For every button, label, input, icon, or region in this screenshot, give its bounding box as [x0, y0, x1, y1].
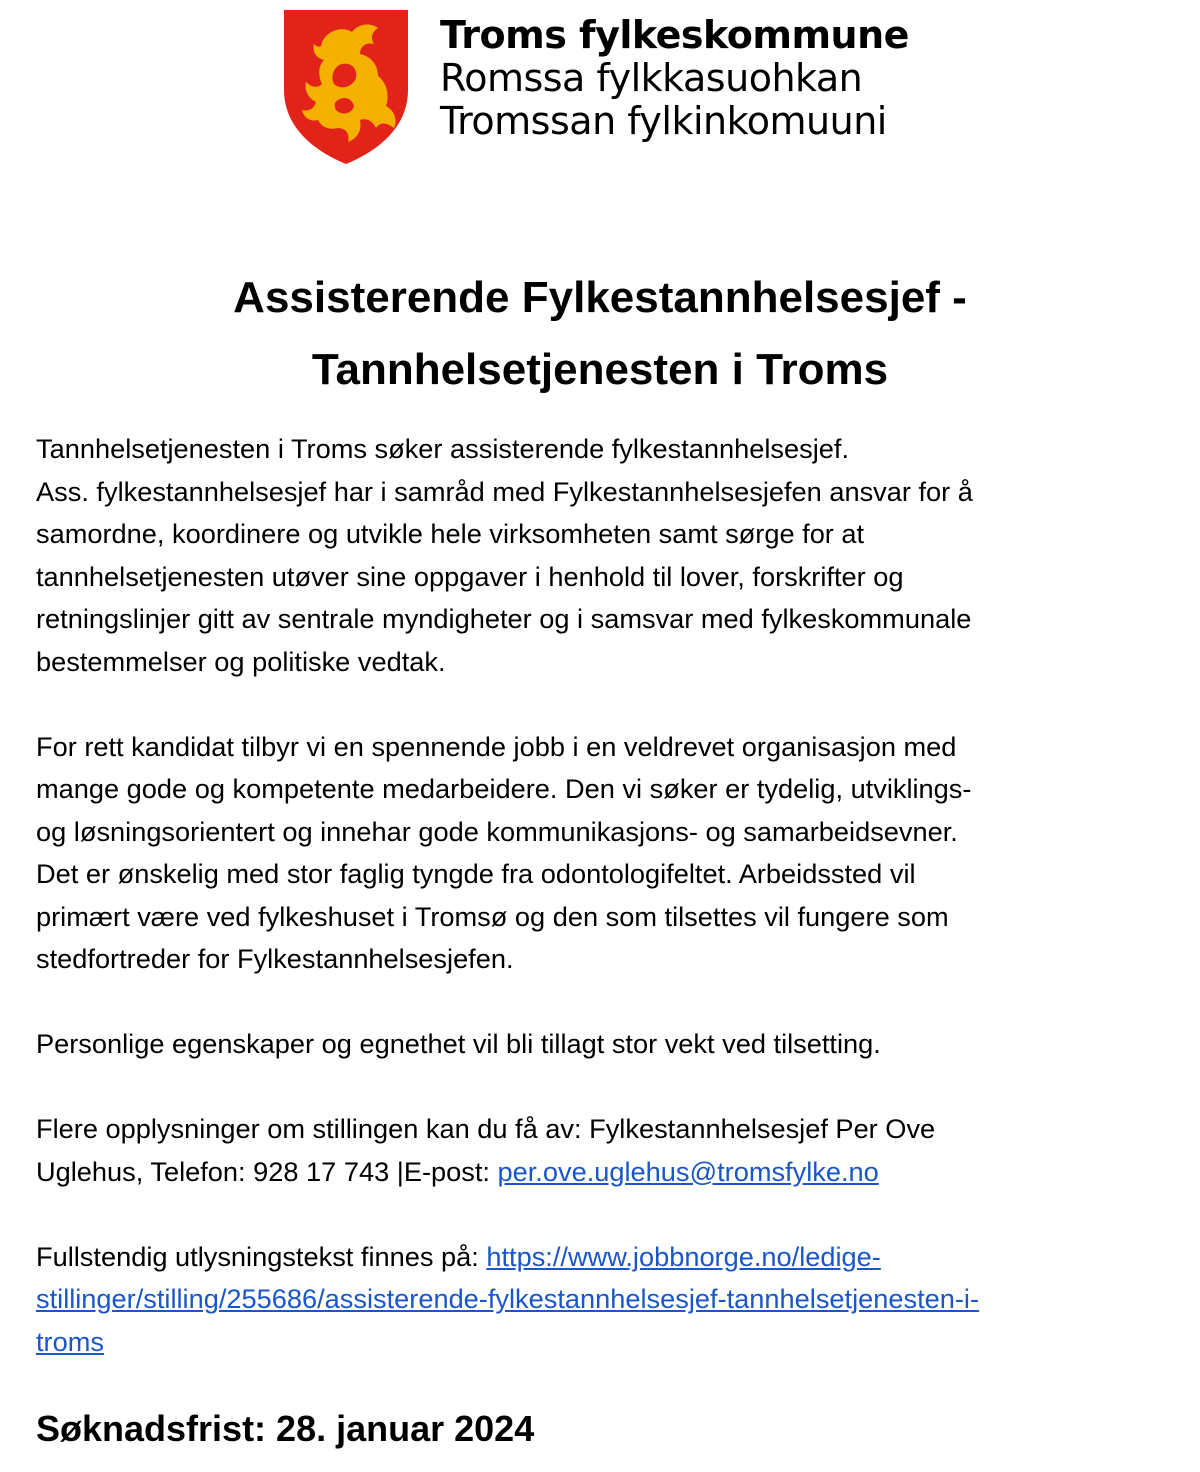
text-line: Det er ønskelig med stor faglig tyngde fra odontologifeltet. Arbeidssted vil — [36, 858, 916, 889]
text-line: og løsningsorientert og innehar gode kommunikasjons- og samarbeidsevner. — [36, 815, 958, 847]
job-listing-link-end[interactable]: troms — [36, 1325, 104, 1357]
letterhead — [282, 8, 982, 168]
email-link[interactable]: per.ove.uglehus@tromsfylke.no — [497, 1155, 879, 1187]
intro-paragraph — [36, 428, 1176, 683]
text-line: bestemmelser og politiske vedtak. — [36, 645, 446, 677]
contact-paragraph — [36, 1108, 1176, 1193]
troms-griffin-crest-icon — [282, 8, 410, 166]
text-line: Personlige egenskaper og egnethet vil bli tillagt stor vekt ved tilsetting. — [36, 1028, 881, 1059]
text-line: primært være ved fylkeshuset i Tromsø og den som tilsettes vil fungere som — [36, 900, 949, 932]
job-title — [0, 262, 1200, 406]
contact-line — [36, 1151, 1176, 1194]
org-name-kven: Tromssan fylkinkomuuni — [440, 99, 887, 143]
application-deadline: Søknadsfrist: 28. januar 2024 — [36, 1408, 535, 1449]
job-title-line-1: Assisterende Fylkestannhelsesjef - — [233, 273, 967, 322]
contact-phone-text: Uglehus, Telefon: 928 17 743 |E-post: — [36, 1155, 498, 1187]
text-line: For rett kandidat tilbyr vi en spennende jobb i en veldrevet organisasjon med — [36, 730, 957, 762]
offer-paragraph — [36, 726, 1176, 981]
org-name-sami: Romssa fylkkasuohkan — [440, 56, 863, 100]
job-description — [36, 428, 1176, 1363]
job-title-line-2: Tannhelsetjenesten i Troms — [311, 345, 889, 394]
full-text-line — [36, 1321, 1176, 1364]
text-line: mange gode og kompetente medarbeidere. Den vi søker er tydelig, utviklings- — [36, 773, 972, 804]
organization-names — [440, 14, 909, 143]
text-line: tannhelsetjenesten utøver sine oppgaver i henhold til lover, forskrifter og — [36, 560, 904, 592]
job-listing-link-continued[interactable]: stillinger/stilling/255686/assisterende-fylkestannhelsesjef-tannhelsetjenesten-i- — [36, 1283, 980, 1314]
job-listing-link[interactable]: https://www.jobbnorge.no/ledige- — [486, 1240, 881, 1272]
qualities-paragraph — [36, 1023, 1176, 1066]
text-line: Flere opplysninger om stillingen kan du få av: Fylkestannhelsesjef Per Ove — [36, 1113, 936, 1144]
text-line: retningslinjer gitt av sentrale myndigheter og i samsvar med fylkeskommunale — [36, 603, 972, 634]
full-text-line — [36, 1278, 1176, 1321]
text-line: stedfortreder for Fylkestannhelsesjefen. — [36, 943, 514, 974]
full-text-prefix: Fullstendig utlysningstekst finnes på: — [36, 1240, 487, 1272]
org-name-norwegian: Troms fylkeskommune — [440, 13, 909, 57]
full-text-paragraph — [36, 1236, 1176, 1364]
text-line: Ass. fylkestannhelsesjef har i samråd med Fylkestannhelsesjefen ansvar for å — [36, 475, 973, 507]
full-text-line — [36, 1236, 1176, 1279]
text-line: Tannhelsetjenesten i Troms søker assisterende fylkestannhelsesjef. — [36, 433, 850, 464]
text-line: samordne, koordinere og utvikle hele virksomheten samt sørge for at — [36, 518, 865, 549]
